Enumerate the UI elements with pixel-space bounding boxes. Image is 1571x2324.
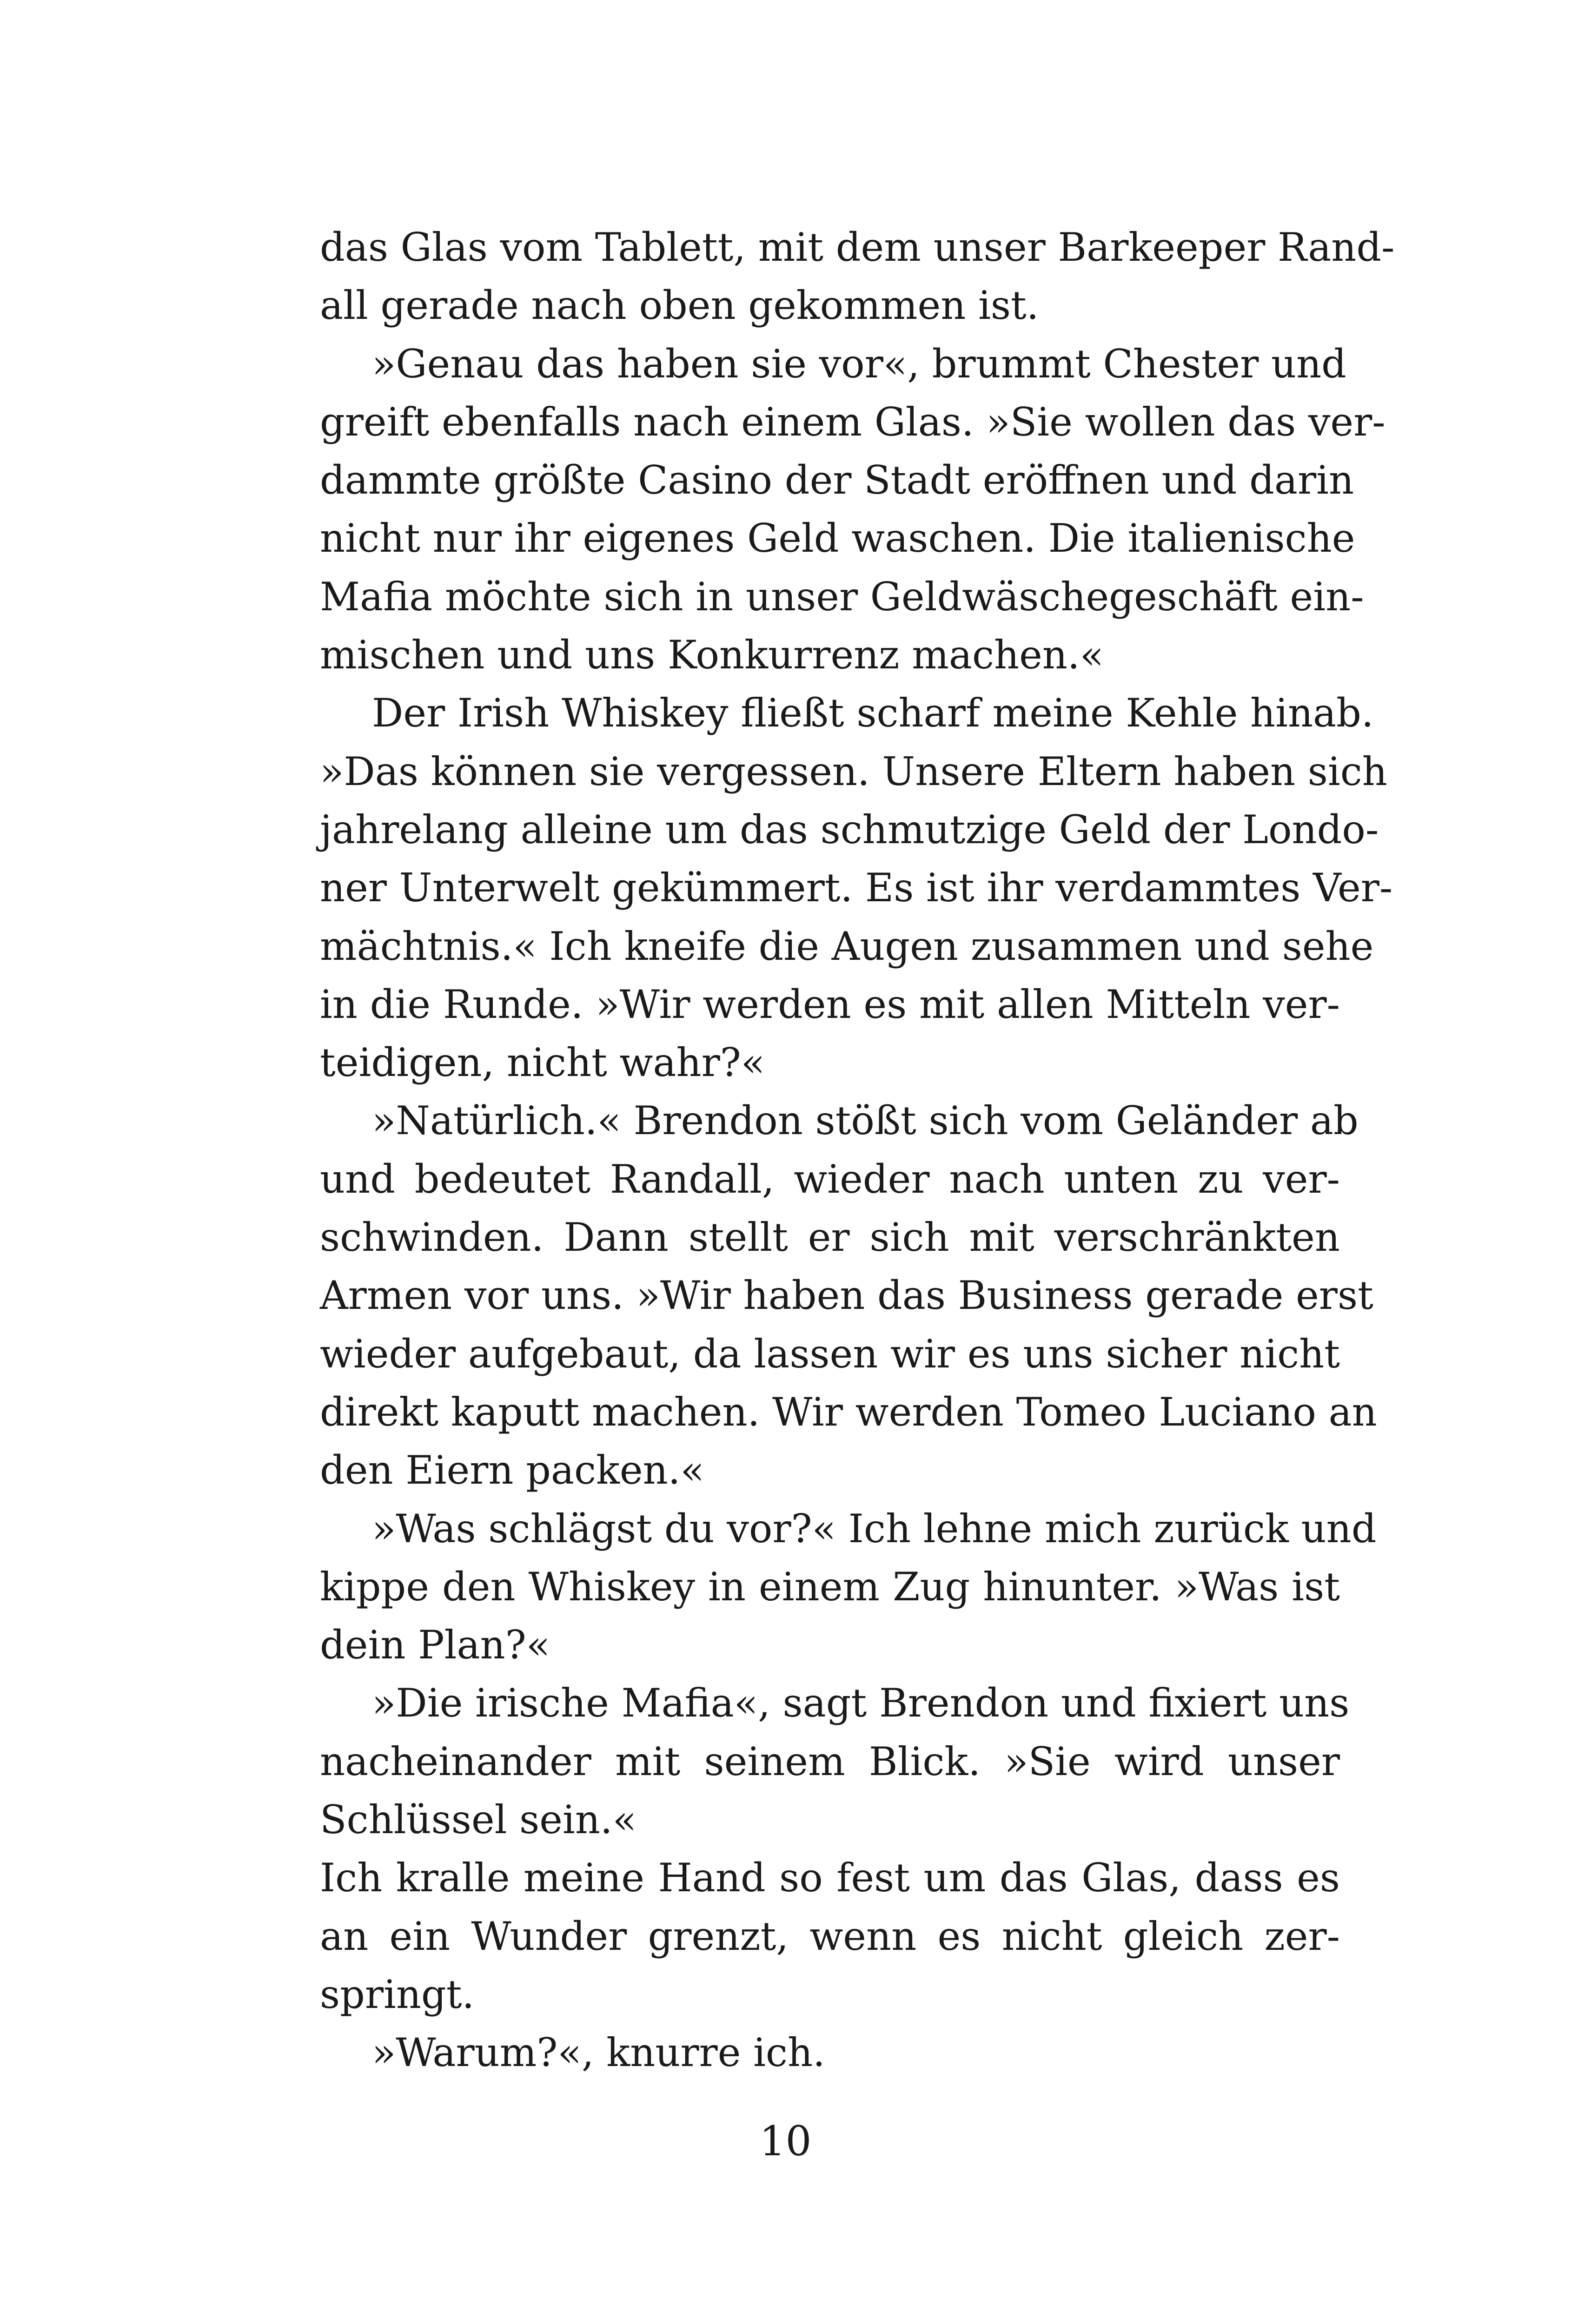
text-line: Der Irish Whiskey fließt scharf meine Kehle hinab. — [372, 690, 1374, 736]
text-line: »Die irische Mafia«, sagt Brendon und fixiert uns — [372, 1680, 1350, 1726]
text-line: dammte größte Casino der Stadt eröffnen und darin — [320, 457, 1354, 503]
text-line: kippe den Whiskey in einem Zug hinunter. »Was ist — [320, 1564, 1340, 1610]
text-line: Ich kralle meine Hand so fest um das Glas, dass es — [320, 1855, 1340, 1901]
text-line: schwinden. Dann stellt er sich mit verschränkten — [320, 1215, 1340, 1261]
text-line: springt. — [320, 1971, 475, 2017]
text-line: und bedeutet Randall, wieder nach unten zu ver- — [320, 1156, 1340, 1202]
text-line: »Was schlägst du vor?« Ich lehne mich zurück und — [372, 1505, 1377, 1552]
text-line: dein Plan?« — [320, 1622, 550, 1668]
text-line: an ein Wunder grenzt, wenn es nicht gleich zer- — [320, 1913, 1340, 1959]
text-line: Armen vor uns. »Wir haben das Business gerade erst — [320, 1273, 1373, 1319]
text-line: »Natürlich.« Brendon stößt sich vom Geländer ab — [372, 1098, 1359, 1144]
text-line: teidigen, nicht wahr?« — [320, 1040, 765, 1086]
page-number: 10 — [759, 2117, 812, 2165]
text-line: in die Runde. »Wir werden es mit allen Mitteln ver- — [320, 981, 1340, 1027]
text-line: all gerade nach oben gekommen ist. — [320, 283, 1039, 329]
text-line: »Genau das haben sie vor«, brummt Chester und — [372, 341, 1346, 387]
text-line: »Warum?«, knurre ich. — [372, 2030, 825, 2076]
text-line: mächtnis.« Ich kneife die Augen zusammen und sehe — [320, 923, 1374, 969]
text-line: »Das können sie vergessen. Unsere Eltern haben sich — [320, 748, 1387, 794]
text-line: direkt kaputt machen. Wir werden Tomeo Luciano an — [320, 1389, 1377, 1435]
text-line: jahrelang alleine um das schmutzige Geld der Londo- — [320, 806, 1379, 852]
text-line: Mafia möchte sich in unser Geldwäschegeschäft ein- — [320, 574, 1364, 620]
text-line: das Glas vom Tablett, mit dem unser Barkeeper Rand- — [320, 224, 1395, 270]
text-line: wieder aufgebaut, da lassen wir es uns sicher nicht — [320, 1331, 1340, 1377]
text-line: nicht nur ihr eigenes Geld waschen. Die italienische — [320, 515, 1355, 561]
text-line: Schlüssel sein.« — [320, 1797, 637, 1843]
body-text — [320, 218, 1395, 2082]
text-line: greift ebenfalls nach einem Glas. »Sie wollen das ver- — [320, 399, 1385, 445]
text-line: nacheinander mit seinem Blick. »Sie wird unser — [320, 1738, 1340, 1784]
text-line: den Eiern packen.« — [320, 1447, 704, 1493]
text-line: mischen und uns Konkurrenz machen.« — [320, 632, 1104, 678]
text-line: ner Unterwelt gekümmert. Es ist ihr verdammtes Ver- — [320, 865, 1393, 911]
